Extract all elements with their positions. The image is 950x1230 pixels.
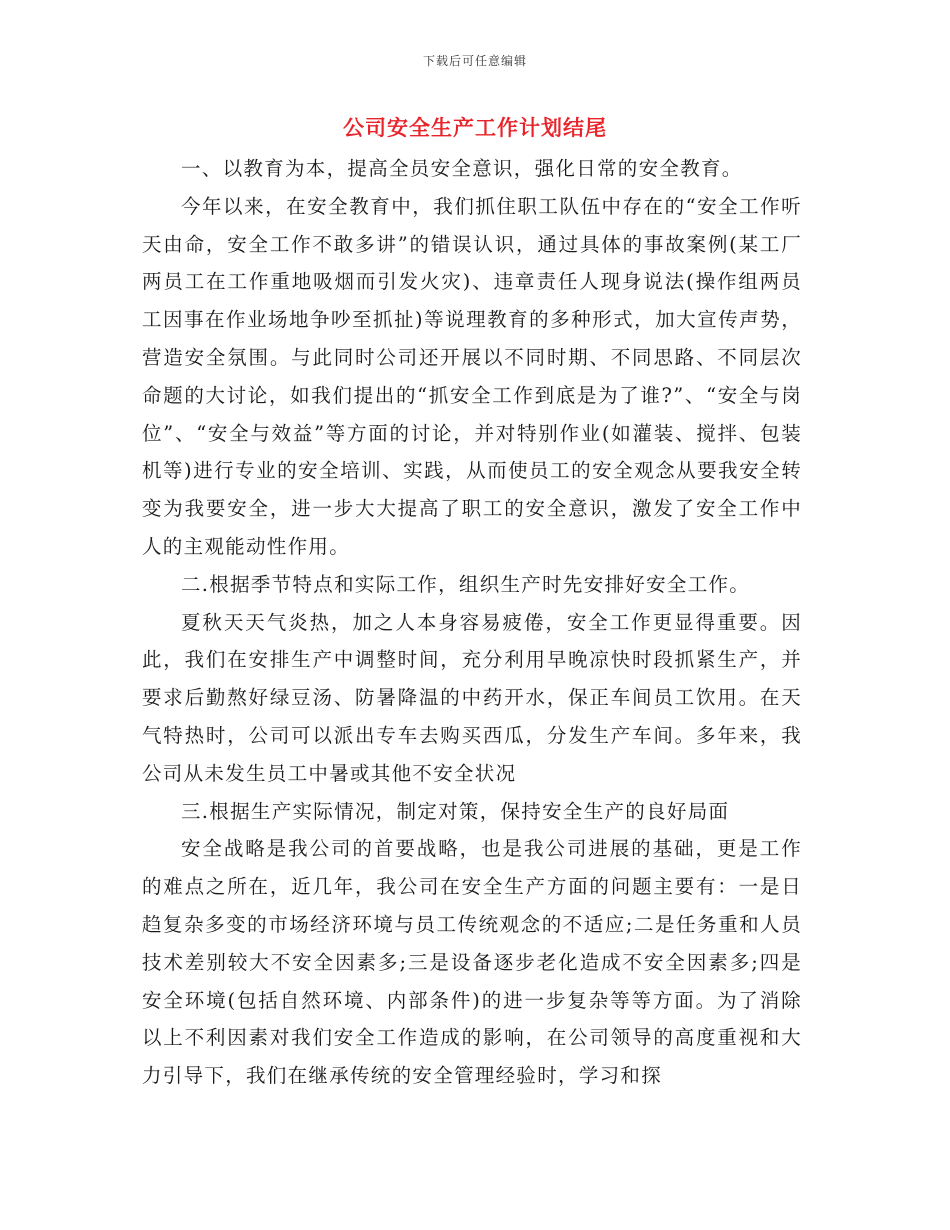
- document-body: [142, 150, 802, 1095]
- section-heading-3: 三.根据生产实际情况，制定对策，保持安全生产的良好局面: [181, 799, 730, 823]
- body-paragraph-3: 安全战略是我公司的首要战略，也是我公司进展的基础，更是工作的难点之所在，近几年，我公司在安全生产方面的问题主要有：一是日趋复杂多变的市场经济环境与员工传统观念的不适应;二是任务重和人员技术差别较大不安全因素多;三是设备逐步老化造成不安全因素多;四是安全环境(包括自然环境、内部条件)的进一步复杂等等方面。为了消除以上不利因素对我们安全工作造成的影响，在公司领导的高度重视和大力引导下，我们在继承传统的安全管理经验时，学习和探: [142, 837, 802, 1088]
- body-paragraph-2: 夏秋天天气炎热，加之人本身容易疲倦，安全工作更显得重要。因此，我们在安排生产中调整时间，充分利用早晚凉快时段抓紧生产，并要求后勤熬好绿豆汤、防暑降温的中药开水，保正车间员工饮用。在天气特热时，公司可以派出专车去购买西瓜，分发生产车间。多年来，我公司从未发生员工中暑或其他不安全状况: [142, 610, 802, 785]
- body-paragraph-1: 今年以来，在安全教育中，我们抓住职工队伍中存在的“安全工作听天由命，安全工作不敢多讲”的错误认识，通过具体的事故案例(某工厂两员工在工作重地吸烟而引发火灾)、违章责任人现身说法(操作组两员工因事在作业场地争吵至抓扯)等说理教育的多种形式，加大宣传声势，营造安全氛围。与此同时公司还开展以不同时期、不同思路、不同层次命题的大讨论，如我们提出的“抓安全工作到底是为了谁?”、“安全与岗位”、“安全与效益”等方面的讨论，并对特别作业(如灌装、搅拌、包装机等)进行专业的安全培训、实践，从而使员工的安全观念从要我安全转变为我要安全，进一步大大提高了职工的安全意识，激发了安全工作中人的主观能动性作用。: [142, 194, 802, 558]
- section-heading-2: 二.根据季节特点和实际工作，组织生产时先安排好安全工作。: [181, 572, 751, 596]
- document-title: 公司安全生产工作计划结尾: [343, 115, 607, 140]
- header-note: 下载后可任意编辑: [422, 54, 527, 68]
- section-heading-1: 一、以教育为本，提高全员安全意识，强化日常的安全教育。: [181, 157, 743, 180]
